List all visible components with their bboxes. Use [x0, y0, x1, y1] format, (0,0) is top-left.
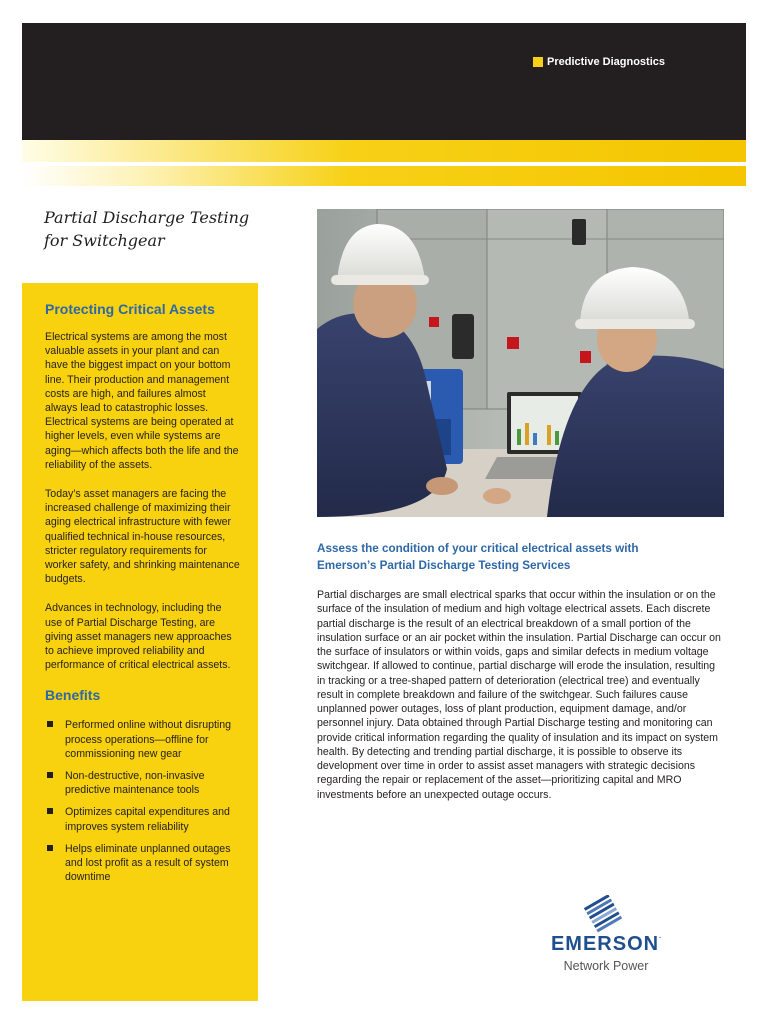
benefit-item: [45, 842, 240, 885]
sidebar-paragraph: Advances in technology, including the use of Partial Discharge Testing, are giving asset managers new approaches to achieve improved reliability and performance of critical electrical assets.: [45, 602, 232, 672]
accent-band-top: [22, 140, 746, 162]
technicians-photo: [317, 209, 724, 517]
benefit-text: Optimizes capital expenditures and improves system reliability: [65, 806, 230, 833]
page-title-line2: for Switchgear: [44, 231, 165, 250]
category-tag: [533, 56, 665, 68]
logo-subtitle: Network Power: [563, 959, 649, 973]
sidebar-heading: Protecting Critical Assets: [45, 301, 215, 317]
benefits-list: [45, 718, 240, 884]
page-title-line1: Partial Discharge Testing: [44, 208, 250, 227]
benefit-item: [45, 718, 240, 761]
category-label: Predictive Diagnostics: [547, 56, 665, 68]
main-body-text: Partial discharges are small electrical sparks that occur within the insulation or on the surface of the insulation of medium and high voltage electrical assets. Each discrete partial discharge is the result of an electrical breakdown of a small portion of the insulation surface or an air pocket within the insulation. Partial Discharge can occur on the surface of insulators or within voids, gaps and similar defects in medium voltage switchgear. If allowed to continue, partial discharge will erode the insulation, resulting in tracking or a tree-shaped pattern of deterioration (electrical tree) and eventually result in complete breakdown and failure of the switchgear. Such failures cause unplanned power outages, loss of plant production, equipment damage, and/or personnel injury. Data obtained through Partial Discharge testing and monitoring can provide critical information regarding the quality of insulation and its impact on system health. By detecting and trending partial discharge, it is possible to observe its development over time in order to assist asset managers with strategic decisions regarding the repair or replacement of the asset—prioritizing capital and MRO investments before an unexpected outage occurs.: [317, 589, 721, 801]
benefit-item: [45, 805, 240, 833]
logo-trademark: .: [659, 933, 662, 940]
sidebar-paragraph: Today’s asset managers are facing the increased challenge of maximizing their aging electrical infrastructure with fewer qualified technical in-house resources, stricter regulatory requirements for worker safety, and shrinking maintenance budgets.: [45, 488, 240, 586]
benefit-item: [45, 769, 240, 797]
benefit-text: Performed online without disrupting process operations—offline for commissioning new gear: [65, 719, 232, 760]
sidebar-paragraph: Electrical systems are among the most valuable assets in your plant and can have the biggest impact on your bottom line. Their production and management costs are high, and failures almost always lead to catastrophic losses. Electrical systems are being operated at higher levels, even while systems are aging—which affects both the life and the reliability of the assets.: [45, 331, 239, 471]
bullet-square-icon: [47, 772, 53, 778]
sidebar-panel: [22, 283, 258, 1001]
bullet-square-icon: [47, 845, 53, 851]
benefits-heading: Benefits: [45, 687, 101, 704]
emerson-logo: [526, 895, 686, 985]
page-title: [44, 206, 284, 252]
header-banner: [22, 23, 746, 140]
bullet-square-icon: [47, 721, 53, 727]
benefit-text: Non-destructive, non-invasive predictive maintenance tools: [65, 770, 205, 797]
logo-wordmark-text: EMERSON: [550, 933, 660, 955]
benefit-text: Helps eliminate unplanned outages and lost profit as a result of system downtime: [65, 842, 231, 884]
main-heading-line1: Assess the condition of your critical electrical assets with: [317, 542, 639, 555]
accent-band-bottom: [22, 166, 746, 186]
logo-wordmark: [526, 933, 686, 956]
emerson-symbol-icon: [582, 895, 626, 935]
main-heading: [317, 540, 727, 574]
category-marker-icon: [533, 57, 543, 67]
main-heading-line2: Emerson’s Partial Discharge Testing Services: [317, 559, 571, 572]
bullet-square-icon: [47, 808, 53, 814]
